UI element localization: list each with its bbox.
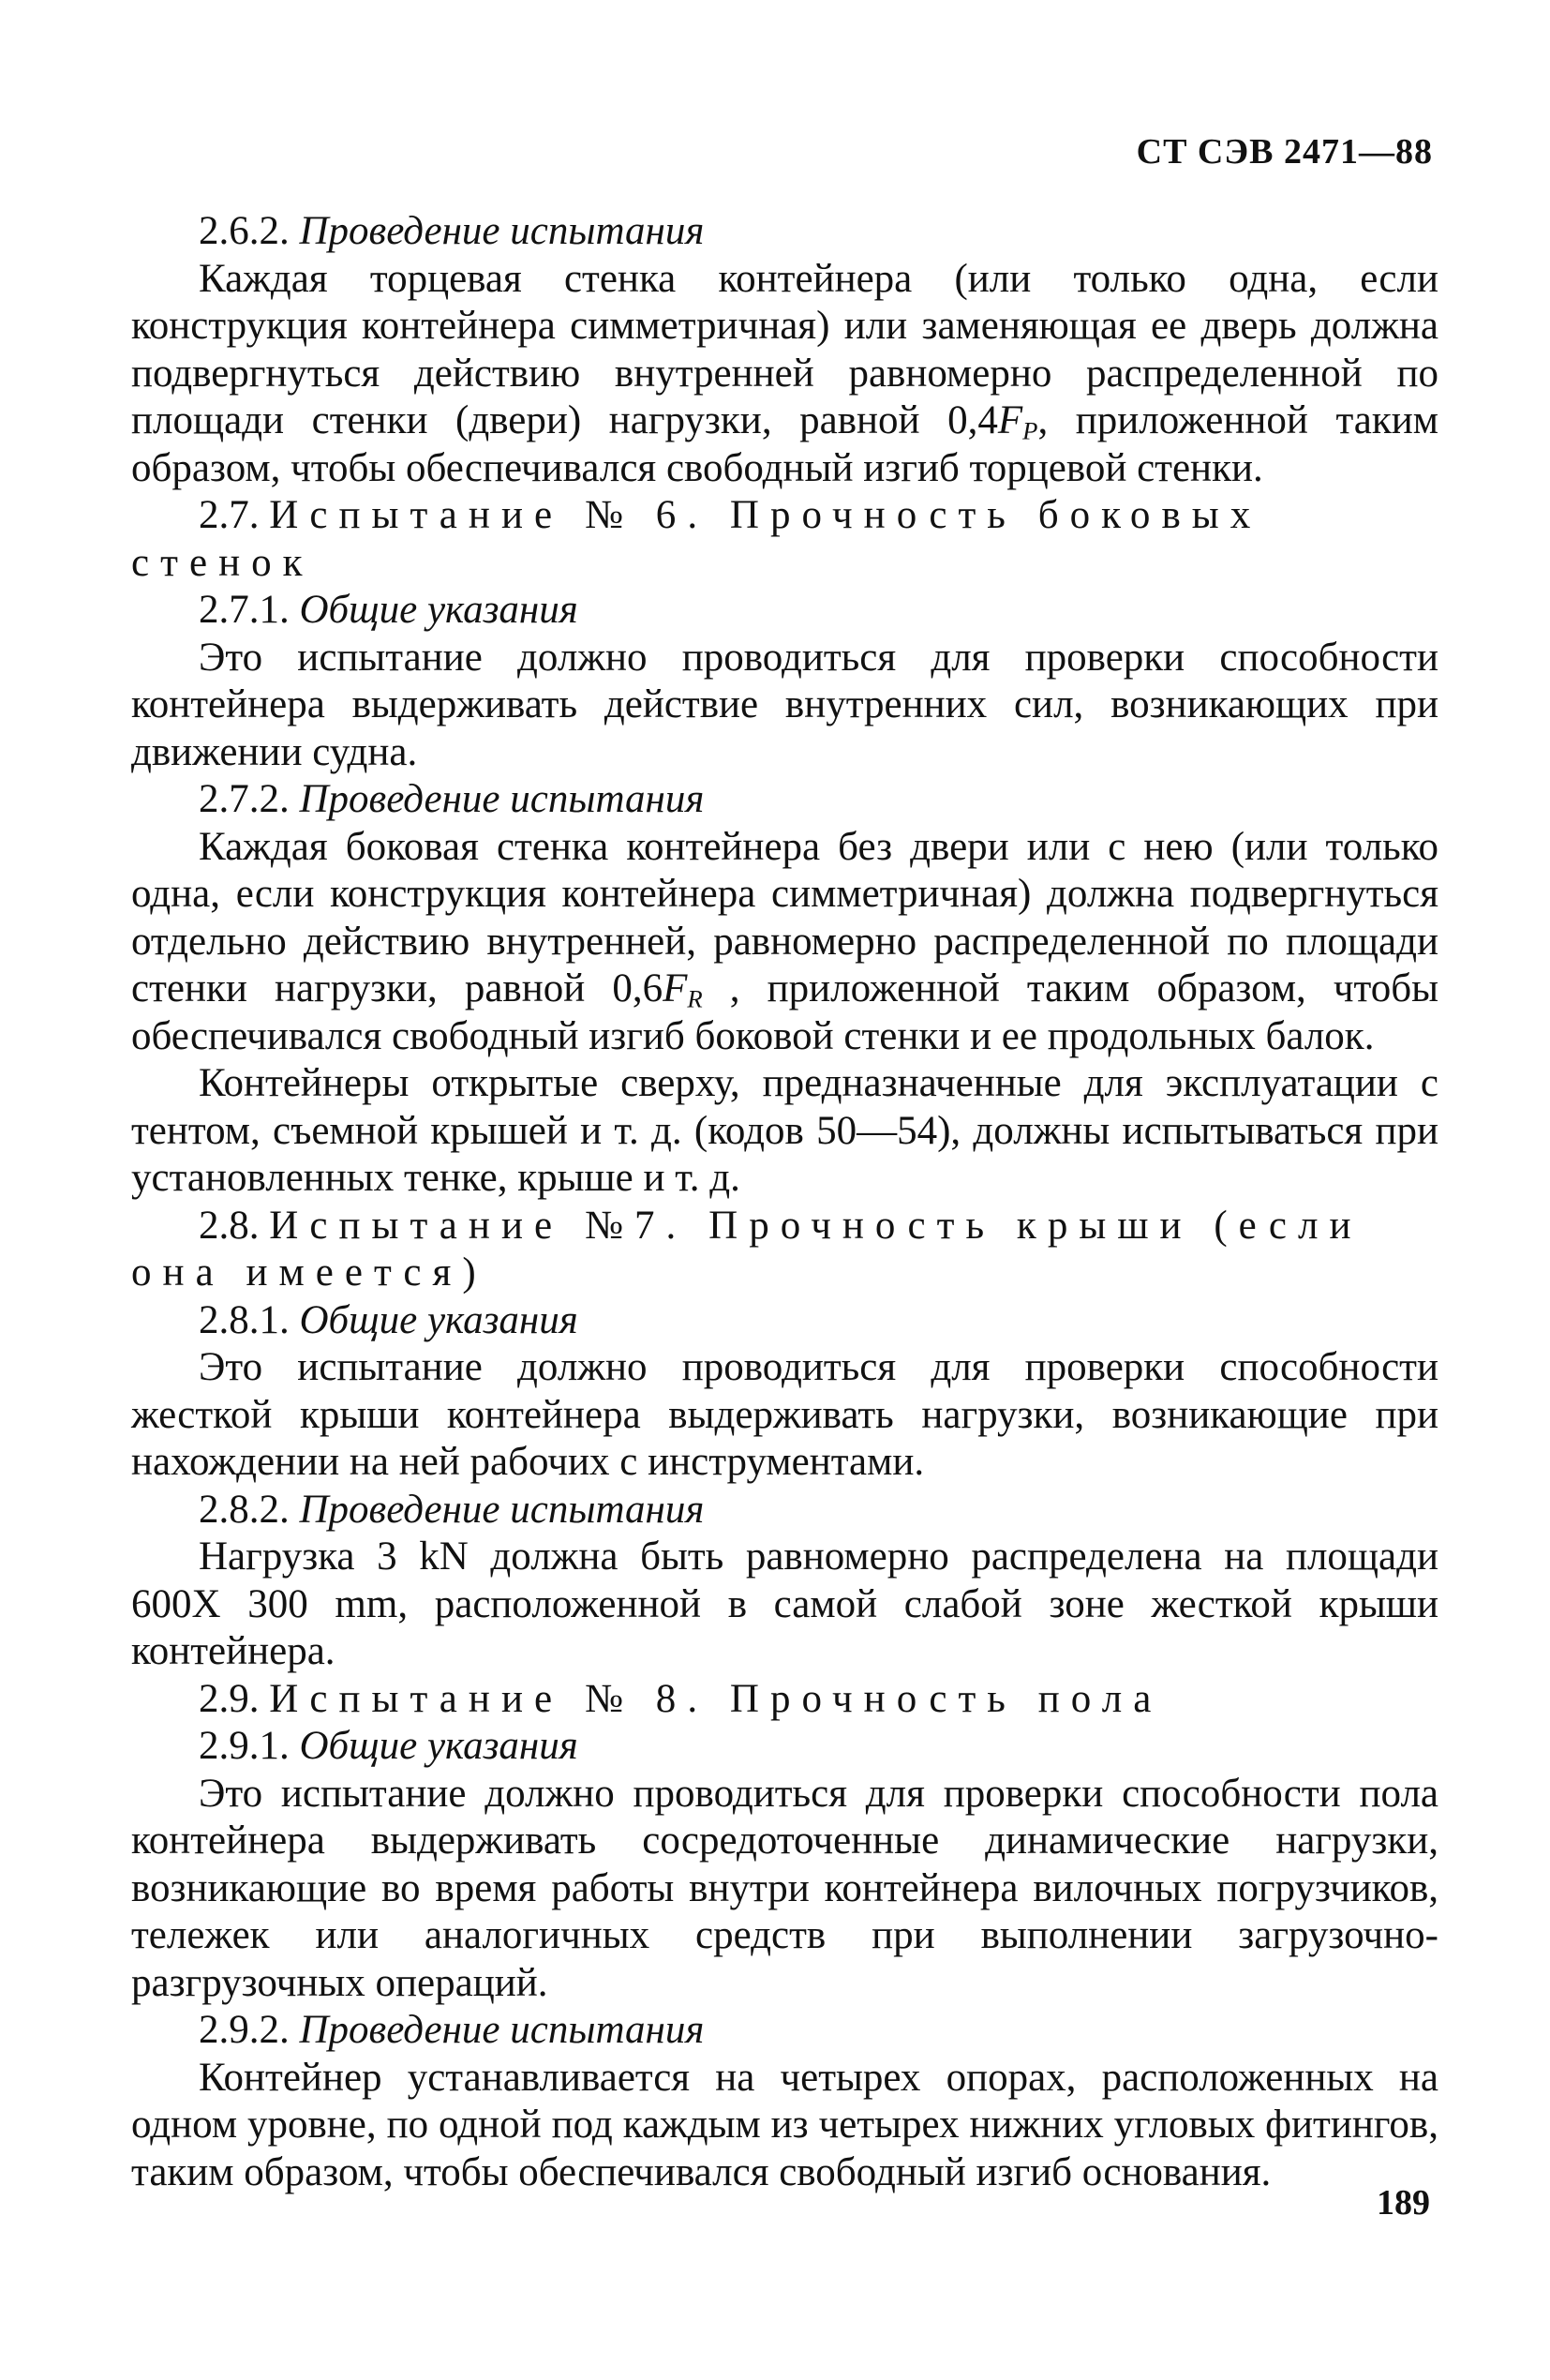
section-number: 2.8.: [199, 1203, 260, 1248]
paragraph: [131, 1060, 1438, 1203]
subsection-heading: [131, 2007, 1438, 2055]
subsection-heading: [131, 776, 1438, 824]
paragraph: [131, 1344, 1438, 1487]
text-segment: , приложенной таким образом, чтобы обеспечивался свободный изгиб боковой стенки и ее продольных балок.: [131, 966, 1438, 1058]
text-segment: F: [997, 398, 1023, 442]
text-segment: F: [663, 966, 688, 1010]
section-heading: [131, 1676, 1438, 1724]
section-title: Общие указания: [299, 588, 578, 632]
section-title: Проведение испытания: [299, 2008, 705, 2052]
page-number: 189: [1377, 2183, 1430, 2223]
subsection-heading: [131, 208, 1438, 256]
text-segment: , приложенной таким образом, чтобы обеспечивался свободный изгиб торцевой стенки.: [131, 398, 1438, 490]
section-number: 2.8.2.: [199, 1487, 290, 1532]
section-title: Испытание № 8. Прочность пола: [269, 1676, 1163, 1721]
paragraph: [131, 1534, 1438, 1676]
text-segment: Контейнеры открытые сверху, предназначенные для эксплуатации с тентом, съемной крышей и т. д. (кодов 50—54), должны испытываться при установленных тенке, крыше и т. д.: [131, 1061, 1438, 1200]
section-number: 2.7.1.: [199, 588, 290, 632]
text-segment: P: [1022, 416, 1038, 445]
section-title: Общие указания: [299, 1724, 578, 1768]
section-title: Испытание № 6. Прочность боковых стенок: [131, 493, 1262, 585]
section-title: Проведение испытания: [299, 777, 705, 821]
text-segment: Нагрузка 3 kN должна быть равномерно распределена на площади 600Х 300 mm, расположенной в самой слабой зоне жесткой крыши контейнера.: [131, 1534, 1438, 1673]
text-segment: Это испытание должно проводиться для проверки способности жесткой крыши контейнера выдерживать нагрузки, возникающие при нахождении на ней рабочих с инструментами.: [131, 1345, 1438, 1484]
section-number: 2.9.1.: [199, 1724, 290, 1768]
paragraph: [131, 256, 1438, 493]
text-segment: Каждая боковая стенка контейнера без двери или с нею (или только одна, если конструкция контейнера симметричная) должна подвергнуться отдельно действию внутренней, равномерно распределенной по площади стенки нагрузки, равной 0,6: [131, 824, 1438, 1010]
section-heading: [131, 1203, 1438, 1297]
section-number: 2.6.2.: [199, 209, 290, 253]
section-heading: [131, 492, 1438, 587]
section-title: Проведение испытания: [299, 1487, 705, 1532]
section-title: Проведение испытания: [299, 209, 705, 253]
section-number: 2.8.1.: [199, 1297, 290, 1342]
text-segment: Это испытание должно проводиться для проверки способности пола контейнера выдерживать сосредоточенные динамические нагрузки, возникающие во время работы внутри контейнера вилочных погрузчиков, тележек или аналогичных средств при выполнении загрузочно-разгрузочных операций.: [131, 1771, 1438, 2005]
text-segment: Это испытание должно проводиться для проверки способности контейнера выдерживать действие внутренних сил, возникающих при движении судна.: [131, 635, 1438, 774]
section-number: 2.7.: [199, 493, 260, 537]
document-body: [131, 208, 1438, 2196]
subsection-heading: [131, 1723, 1438, 1771]
paragraph: [131, 2055, 1438, 2197]
subsection-heading: [131, 1297, 1438, 1345]
section-number: 2.7.2.: [199, 777, 290, 821]
subsection-heading: [131, 587, 1438, 635]
text-segment: Каждая торцевая стенка контейнера (или только одна, если конструкция контейнера симметричная) или заменяющая ее дверь должна подвергнуться действию внутренней равномерно распределенной по площади стенки (двери) нагрузки, равной 0,4: [131, 256, 1438, 442]
section-number: 2.9.2.: [199, 2008, 290, 2052]
document-code-header: СТ СЭВ 2471—88: [1136, 132, 1433, 172]
text-segment: Контейнер устанавливается на четырех опорах, расположенных на одном уровне, по одной под каждым из четырех нижних угловых фитингов, таким образом, чтобы обеспечивался свободный изгиб основания.: [131, 2055, 1438, 2194]
section-title: Испытание №7. Прочность крыши (если она имеется): [131, 1203, 1363, 1295]
paragraph: [131, 635, 1438, 777]
section-title: Общие указания: [299, 1297, 578, 1342]
paragraph: [131, 824, 1438, 1061]
subsection-heading: [131, 1487, 1438, 1534]
section-number: 2.9.: [199, 1676, 260, 1721]
paragraph: [131, 1771, 1438, 2008]
text-segment: R: [687, 984, 703, 1013]
